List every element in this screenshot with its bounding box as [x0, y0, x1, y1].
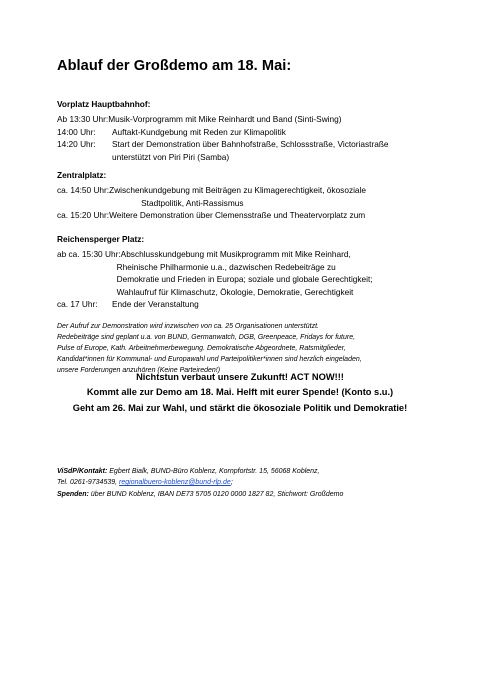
appeal-line: Geht am 26. Mai zur Wahl, und stärkt die ökosoziale Politik und Demokratie!	[72, 402, 408, 413]
schedule-row	[57, 184, 437, 209]
note-line: Redebeiträge sind geplant u.a. von BUND, Germanwatch, DGB, Greenpeace, Fridays for future,	[57, 334, 356, 342]
schedule-text: Demokratie und Frieden in Europa; soziale und globale Gerechtigkeit;	[116, 274, 373, 284]
schedule-text: Start der Demonstration über Bahnhofstraße, Schlossstraße, Victoriastraße	[112, 139, 389, 149]
schedule-text: Weitere Demonstration über Clemensstraße und Theatervorplatz zum	[109, 210, 366, 220]
schedule-row	[57, 248, 437, 298]
supporters-note	[57, 321, 437, 376]
schedule-time: 14:00 Uhr:	[57, 126, 96, 137]
schedule-reichensperger	[57, 248, 437, 311]
page-title: Ablauf der Großdemo am 18. Mai:	[57, 58, 292, 74]
schedule-row	[57, 138, 437, 163]
schedule-zentralplatz	[57, 184, 437, 222]
appeal-line: Nichtstun verbaut unsere Zukunft! ACT NOW!!!	[136, 372, 344, 382]
schedule-text: Ende der Veranstaltung	[112, 299, 199, 309]
schedule-row	[57, 126, 437, 139]
section-heading-reichensperger: Reichensperger Platz:	[57, 234, 145, 244]
schedule-text: Musik-Vorprogramm mit Mike Reinhardt und Band (Sinti-Swing)	[108, 114, 342, 124]
schedule-text: Auftakt-Kundgebung mit Reden zur Klimapolitik	[112, 126, 286, 137]
schedule-time: ab ca. 15:30 Uhr:	[57, 249, 121, 259]
appeal-block	[40, 370, 440, 416]
schedule-text: Wahlaufruf für Klimaschutz, Ökologie, Demokratie, Gerechtigkeit	[116, 286, 354, 297]
spenden-text: über BUND Koblenz, IBAN DE73 5705 0120 0000 1827 82, Stichwort: Großdemo	[88, 490, 344, 498]
email-link[interactable]: regionalbuero-koblenz@bund-rlp.de	[119, 479, 231, 487]
schedule-text: Abschlusskundgebung mit Musikprogramm mit Mike Reinhard,	[120, 249, 351, 259]
section-heading-hauptbahnhof: Vorplatz Hauptbahnhof:	[57, 99, 151, 109]
schedule-text: Rheinische Philharmonie u.a., dazwischen Redebeiträge zu	[116, 261, 336, 272]
schedule-row	[57, 298, 437, 311]
footer-contact	[57, 466, 447, 500]
schedule-time: Ab 13:30 Uhr:	[57, 114, 109, 124]
schedule-time: ca. 15:20 Uhr:	[57, 210, 110, 220]
schedule-hauptbahnhof	[57, 113, 437, 163]
email-suffix: ;	[230, 479, 233, 487]
spenden-line	[57, 489, 447, 500]
note-line: Der Aufruf zur Demonstration wird inzwischen von ca. 25 Organisationen unterstützt.	[57, 323, 319, 330]
section-heading-zentralplatz: Zentralplatz:	[57, 170, 107, 180]
note-line: Pulse of Europe, Kath. Arbeitnehmerbewegung. Demokratische Abgeordnete, Ratsmitglieder,	[57, 345, 346, 353]
visdp-line	[57, 466, 447, 477]
schedule-time: 14:20 Uhr:	[57, 139, 96, 149]
schedule-text: Zwischenkundgebung mit Beiträgen zu Klimagerechtigkeit, ökosoziale	[109, 185, 367, 195]
visdp-label: ViSdP/Kontakt:	[57, 468, 108, 475]
schedule-text: Stadtpolitik, Anti-Rassismus	[141, 197, 244, 208]
visdp-text: Egbert Bialk, BUND-Büro Koblenz, Kornpfortstr. 15, 56068 Koblenz,	[107, 468, 320, 475]
tel-text: Tel. 0261-9734539,	[57, 479, 120, 487]
spenden-label: Spenden:	[57, 490, 89, 498]
schedule-text: unterstützt von Piri Piri (Samba)	[112, 151, 230, 162]
schedule-time: ca. 14:50 Uhr:	[57, 185, 110, 195]
schedule-row	[57, 209, 437, 222]
tel-line	[57, 477, 447, 488]
schedule-time: ca. 17 Uhr:	[57, 299, 98, 309]
note-line: unsere Forderungen anzuhören (Keine Parteireden!)	[57, 367, 221, 375]
schedule-row	[57, 113, 437, 126]
appeal-line: Kommt alle zur Demo am 18. Mai. Helft mit eurer Spende! (Konto s.u.)	[86, 387, 394, 398]
note-line: Kandidat*innen für Kommunal- und Europawahl und Parteipolitiker*innen sind herzlich eingeladen,	[57, 356, 362, 364]
